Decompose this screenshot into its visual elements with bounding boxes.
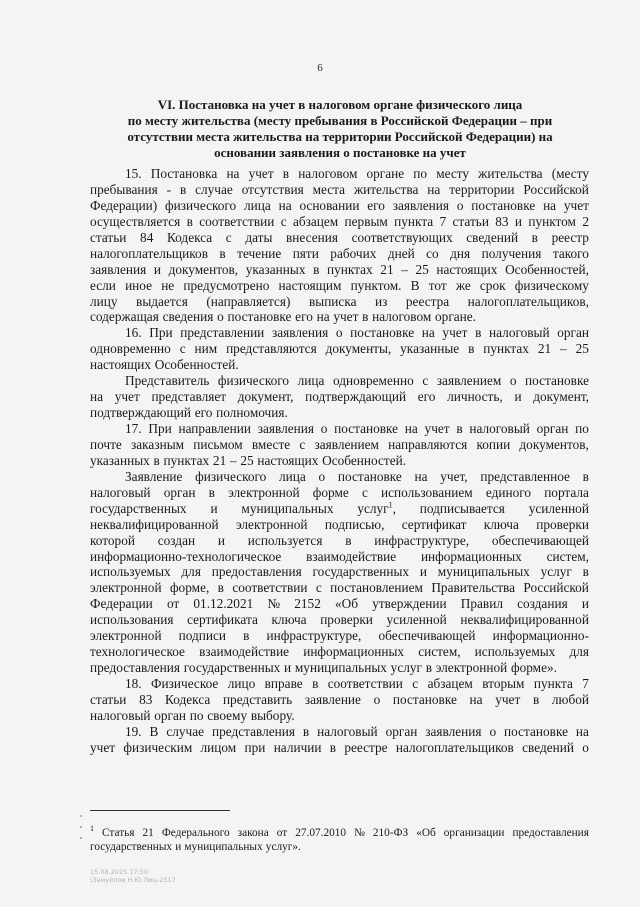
heading-line: отсутствии места жительства на территории Российской Федерации) на — [127, 129, 553, 144]
paragraph-line: 19. В случае представления в налоговый орган заявления о постановке на — [125, 723, 589, 739]
paragraph-line: Федерации от 01.12.2021 № 2152 «Об утверждении Правил создания и — [90, 596, 589, 612]
paragraph-line: налоговый орган в электронной форме с использованием единого портала — [90, 484, 589, 500]
paragraph-line: 17. При направлении заявления о постановке на учет в налоговый орган по — [125, 421, 589, 436]
footnote-divider — [90, 810, 230, 811]
paragraph-line: используемых для предоставления государственных и муниципальных услуг в — [90, 564, 589, 580]
paragraph-line: учет физическим лицом при наличии в реестре налогоплательщиков сведений о — [90, 739, 589, 755]
paragraph-line: 16. При представлении заявления о постановке на учет в налоговый орган — [125, 325, 589, 341]
footnote-line: государственных и муниципальных услуг». — [90, 841, 301, 853]
paragraph-line: подтверждающий его полномочия. — [90, 405, 288, 421]
paragraph-line: осуществляется в соответствии с абзацем первым пункта 7 статьи 83 и пунктом 2 — [90, 213, 589, 229]
paragraph-line: технологическое взаимодействие информационных систем, используемых для — [90, 644, 589, 660]
paragraph-line: предоставления государственных и муниципальных услуг в электронной форме». — [90, 660, 557, 676]
paragraph-line: Заявление физического лица о постановке на учет, представленное в — [125, 468, 589, 484]
registration-stamp — [90, 868, 176, 884]
paragraph-line: неквалифицированной электронной подписью, сертификат ключа проверки — [90, 516, 589, 532]
paragraph-line: государственных и муниципальных услуг$^1$, подписывается усиленной — [90, 500, 589, 516]
paragraph-line: лицу выдается (направляется) выписка из реестра налогоплательщиков, — [90, 293, 589, 309]
paragraph-line: заявления и документов, указанных в пунктах 21 – 25 настоящих Особенностей, — [90, 261, 589, 277]
section-heading — [90, 97, 590, 161]
paragraph-line: указанных в пунктах 21 – 25 настоящих Особенностей. — [90, 452, 407, 468]
footnote-line: $^1$ Статья 21 Федерального закона от 27.07.2010 № 210-ФЗ «Об организации предоставления — [90, 824, 589, 839]
paragraph-line: налогоплательщиков в течение пяти рабочих дней со дня получения такого — [90, 245, 589, 261]
margin-mark-icon — [78, 812, 84, 842]
paragraph-line: настоящих Особенностей. — [90, 357, 239, 373]
paragraph-line: налоговый орган по своему выбору. — [90, 707, 295, 723]
paragraph-line: электронной форме, в соответствии с постановлением Правительства Российской — [90, 580, 589, 596]
paragraph-line: 15. Постановка на учет в налоговом органе по месту жительства (месту — [125, 166, 589, 181]
heading-line: по месту жительства (месту пребывания в Российской Федерации – при — [127, 113, 553, 128]
paragraph-line: если иное не предусмотрено настоящим пунктом. В тот же срок физическому — [90, 277, 589, 293]
heading-line: VI. Постановка на учет в налоговом органе физического лица — [157, 97, 523, 112]
paragraph-line: статьи 83 Кодекса представить заявление о постановке на учет в любой — [90, 691, 589, 707]
heading-line: основании заявления о постановке на учет — [214, 145, 466, 160]
paragraph-line: на учет представляет документ, подтверждающий его личность, и документ, — [90, 389, 589, 405]
paragraph-line: одновременно с ним представляются документы, указанные в пунктах 21 – 25 — [90, 341, 589, 357]
paragraph-line: почте заказным письмом вместе с заявлением направляются копии документов, — [90, 436, 589, 452]
paragraph-line: информационно-технологическое взаимодействие информационных систем, — [90, 548, 589, 564]
paragraph-line: Представитель физического лица одновременно с заявлением о постановке — [125, 373, 589, 389]
paragraph-line: которой создан и используется в инфраструктуре, обеспечивающей — [90, 532, 589, 548]
footnote — [90, 826, 589, 854]
paragraph-line: 18. Физическое лицо вправе в соответствии с абзацем вторым пункта 7 — [125, 676, 589, 691]
page-number: 6 — [317, 62, 323, 74]
paragraph-line: статьи 84 Кодекса с даты внесения соответствующих сведений в реестр — [90, 229, 589, 245]
paragraph-line: использования сертификата ключа проверки усиленной неквалифицированной — [90, 612, 589, 628]
paragraph-line: Федерации) физического лица на основании его заявления о постановке на учет — [90, 197, 589, 213]
paragraph-line: пребывания - в случае отсутствия места жительства на территории Российской — [90, 181, 589, 197]
stamp-author: \Замуйлов Н.Ю.Лиц-2517 — [90, 876, 176, 884]
stamp-date: 15.08.2025 17:50 — [90, 868, 149, 876]
paragraph-line: содержащая сведения о постановке его на учет в налоговом органе. — [90, 309, 477, 325]
paragraph-line: электронной подписи в инфраструктуре, обеспечивающей информационно- — [90, 628, 589, 644]
body-text — [90, 166, 589, 756]
